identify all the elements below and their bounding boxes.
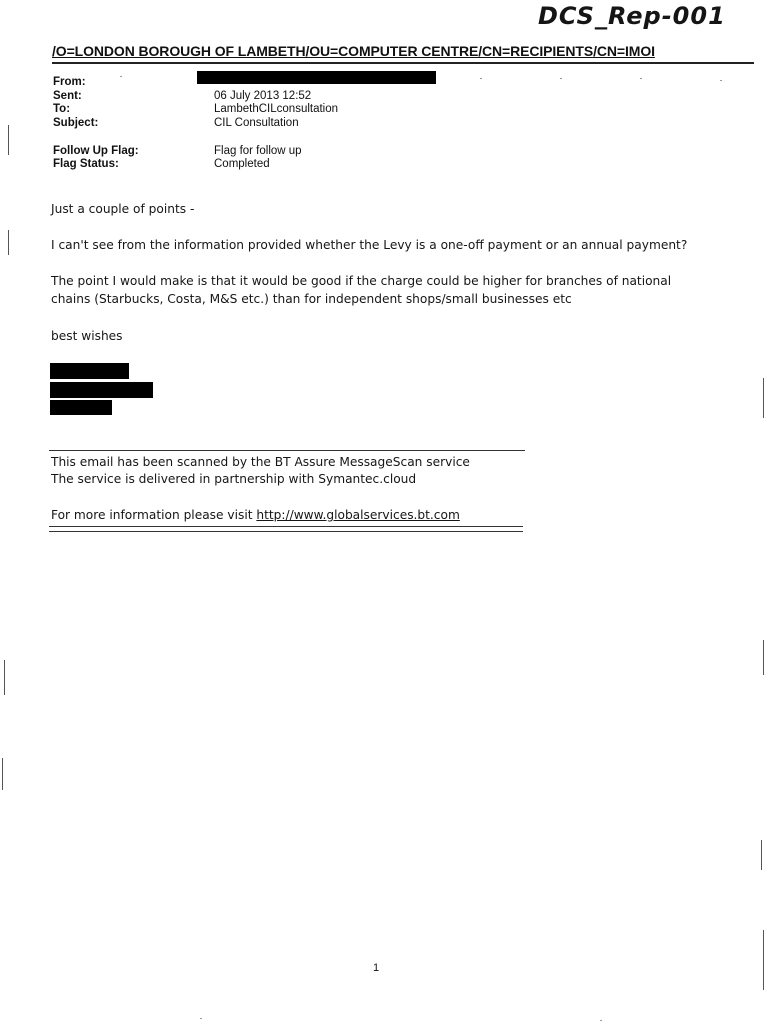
redacted-sender [197, 71, 436, 84]
redacted-signature-line-3 [50, 400, 112, 415]
redacted-signature-line-1 [50, 363, 129, 379]
scan-edge-mark [4, 660, 5, 695]
more-info-prefix: For more information please visit [51, 508, 257, 522]
flag-status-value: Completed [214, 158, 270, 170]
scan-speck [600, 1020, 602, 1021]
to-label: To: [53, 103, 71, 115]
from-label: From: [53, 76, 86, 88]
scan-speck [560, 78, 562, 79]
follow-up-flag-label: Follow Up Flag: [53, 145, 139, 157]
mailbox-path: /O=LONDON BOROUGH OF LAMBETH/OU=COMPUTER CENTRE/CN=RECIPIENTS/CN=IMOI [52, 43, 655, 59]
scan-speck [640, 78, 642, 79]
body-paragraph-2: I can't see from the information provided whether the Levy is a one-off payment or an annual payment? [51, 238, 688, 252]
scan-edge-mark [8, 230, 9, 255]
subject-value: CIL Consultation [214, 117, 299, 129]
header-rule [52, 62, 754, 64]
globalservices-link[interactable]: http://www.globalservices.bt.com [256, 508, 460, 522]
scan-edge-mark [761, 840, 762, 870]
scan-edge-mark [763, 640, 764, 675]
scan-edge-mark [763, 378, 764, 418]
scan-notice-line-2: The service is delivered in partnership with Symantec.cloud [51, 472, 417, 486]
scan-edge-mark [2, 758, 3, 790]
to-value: LambethCILconsultation [214, 103, 339, 115]
reference-stamp: DCS_Rep-001 [538, 2, 726, 30]
scan-edge-mark [8, 125, 9, 155]
redacted-signature-line-2 [50, 382, 153, 398]
scan-speck [480, 78, 482, 79]
footer-double-rule [49, 526, 523, 532]
subject-label: Subject: [53, 117, 99, 129]
follow-up-flag-value: Flag for follow up [214, 145, 302, 157]
flag-status-label: Flag Status: [53, 158, 119, 170]
body-paragraph-3-line-1: The point I would make is that it would be good if the charge could be higher for branches of national [51, 274, 672, 288]
scan-speck [120, 76, 122, 77]
footer-separator [49, 450, 525, 451]
page-number: 1 [373, 962, 380, 974]
scan-edge-mark [763, 930, 764, 990]
scan-notice-line-1: This email has been scanned by the BT Assure MessageScan service [51, 455, 470, 469]
scan-speck [720, 80, 722, 81]
body-paragraph-1: Just a couple of points - [51, 202, 195, 216]
signoff: best wishes [51, 329, 123, 343]
scan-speck [200, 1018, 202, 1019]
sent-label: Sent: [53, 90, 82, 102]
more-info-line [51, 507, 460, 524]
body-paragraph-3-line-2: chains (Starbucks, Costa, M&S etc.) than for independent shops/small businesses etc [51, 292, 572, 306]
sent-value: 06 July 2013 12:52 [214, 90, 312, 102]
